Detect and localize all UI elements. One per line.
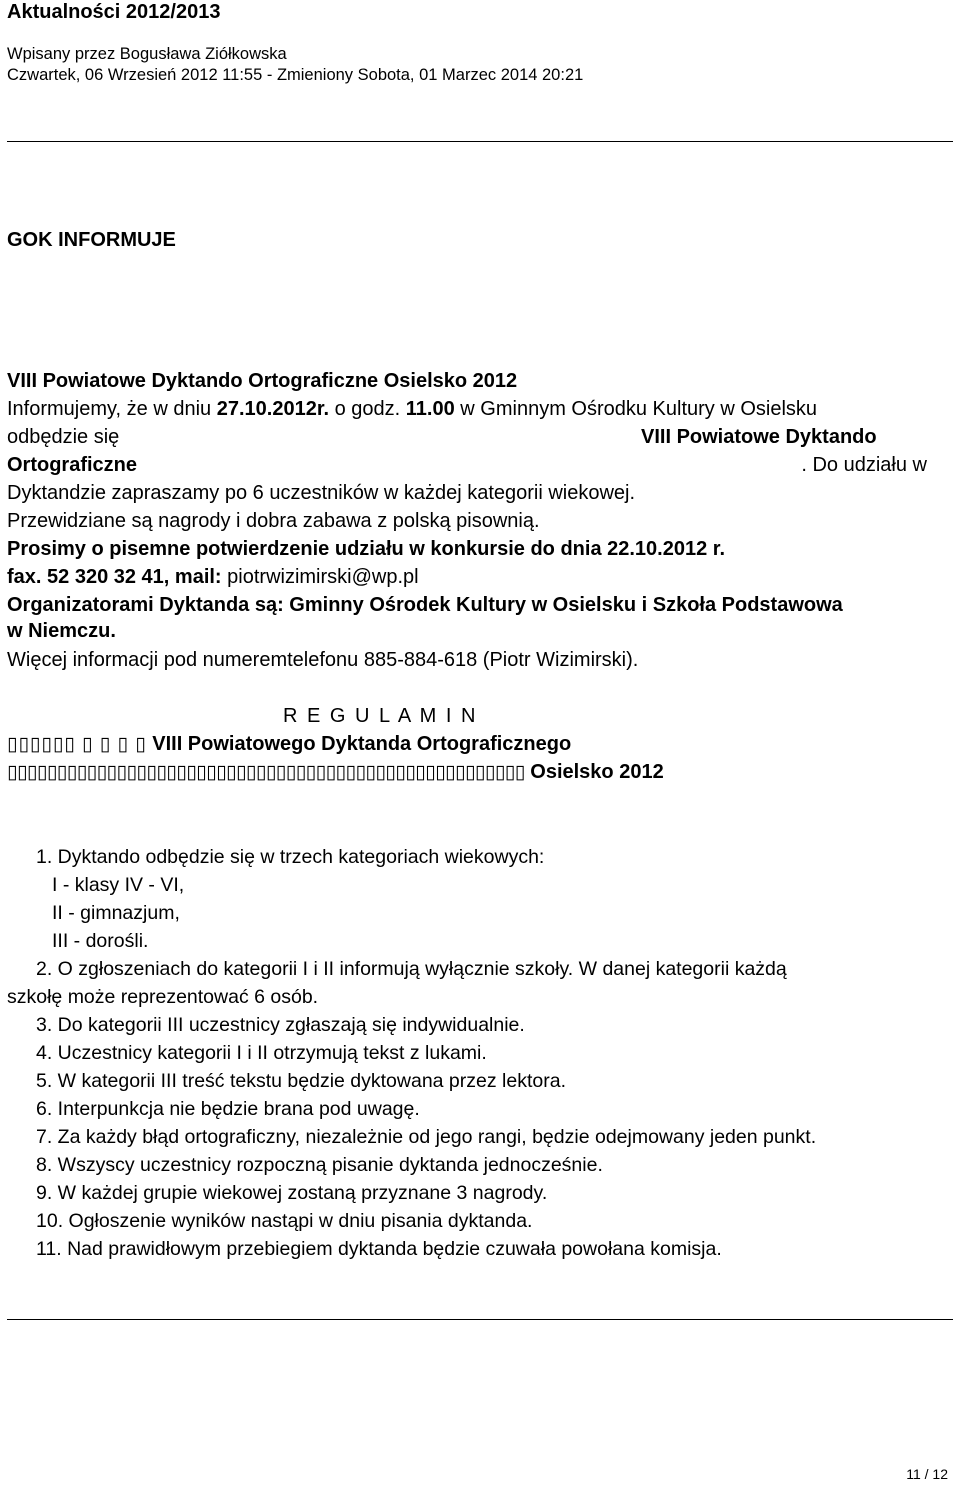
participants-line: Dyktandzie zapraszamy po 6 uczestników w każdej kategorii wiekowej. <box>7 482 636 504</box>
contact-fax: fax. 52 320 32 41, mail: <box>7 566 228 588</box>
article-heading: GOK INFORMUJE <box>7 229 176 251</box>
rule-item-7: 7. Za każdy błąd ortograficzny, niezależnie od jego rangi, będzie odejmowany jeden punkt. <box>36 1126 817 1148</box>
missing-glyphs: ▯▯▯▯▯▯▯▯▯▯▯▯▯▯▯▯▯▯▯▯▯▯▯▯▯▯▯▯▯▯▯▯▯▯▯▯▯▯▯▯▯▯▯▯▯▯▯▯▯▯▯▯ <box>7 762 525 783</box>
rule-item-3: 3. Do kategorii III uczestnicy zgłaszają się indywidualnie. <box>36 1014 525 1036</box>
intro-text-b: o godz. <box>329 398 406 420</box>
author-line: Wpisany przez Bogusława Ziółkowska <box>7 45 287 63</box>
intro-text-e: . Do udziału w <box>801 454 927 476</box>
rule-item-8: 8. Wszyscy uczestnicy rozpoczną pisanie dyktanda jednocześnie. <box>36 1154 603 1176</box>
prizes-line: Przewidziane są nagrody i dobra zabawa z polską pisownią. <box>7 510 540 532</box>
footer-divider <box>7 1319 953 1320</box>
intro-line-1 <box>7 397 817 422</box>
category-1: I - klasy IV - VI, <box>52 874 185 896</box>
page-title: Aktualności 2012/2013 <box>7 1 221 23</box>
header-divider <box>7 141 953 142</box>
category-2: II - gimnazjum, <box>52 902 180 924</box>
rule-item-5: 5. W kategorii III treść tekstu będzie dyktowana przez lektora. <box>36 1070 566 1092</box>
regulamin-subtitle-2 <box>7 760 664 785</box>
rule-item-4: 4. Uczestnicy kategorii I i II otrzymują tekst z lukami. <box>36 1042 487 1064</box>
page-number: 11 / 12 <box>906 1466 948 1482</box>
confirm-line: Prosimy o pisemne potwierdzenie udziału w konkursie do dnia 22.10.2012 r. <box>7 538 726 560</box>
regulamin-subtitle-1 <box>7 732 571 757</box>
intro-time: 11.00 <box>405 398 455 420</box>
rule-item-2: 2. O zgłoszeniach do kategorii I i II informują wyłącznie szkoły. W danej kategorii każdą <box>36 958 787 980</box>
event-title: VIII Powiatowe Dyktando Ortograficzne Osielsko 2012 <box>7 370 518 392</box>
intro-event-name-2: Ortograficzne <box>7 454 138 476</box>
organizers-line-2: w Niemczu. <box>7 620 116 642</box>
rule-item-11: 11. Nad prawidłowym przebiegiem dyktanda będzie czuwała powołana komisja. <box>36 1238 722 1260</box>
intro-event-name-1: VIII Powiatowe Dyktando <box>641 426 877 448</box>
contact-email[interactable]: piotrwizimirski@wp.pl <box>227 566 419 588</box>
organizers-line: Organizatorami Dyktanda są: Gminny Ośrodek Kultury w Osielsku i Szkoła Podstawowa <box>7 594 843 616</box>
missing-glyphs: ▯▯▯▯▯▯ ▯ ▯ ▯ ▯ <box>7 734 147 755</box>
rule-item-2-cont: szkołę może reprezentować 6 osób. <box>7 986 319 1008</box>
category-3: III - dorośli. <box>52 930 149 952</box>
contact-line <box>7 565 419 590</box>
regulamin-title: R E G U L A M I N <box>283 705 478 727</box>
intro-text-c: w Gminnym Ośrodku Kultury w Osielsku <box>454 398 818 420</box>
more-info-line: Więcej informacji pod numeremtelefonu 885-884-618 (Piotr Wizimirski). <box>7 649 639 671</box>
date-line: Czwartek, 06 Wrzesień 2012 11:55 - Zmieniony Sobota, 01 Marzec 2014 20:21 <box>7 66 584 84</box>
intro-date: 27.10.2012r. <box>216 398 330 420</box>
rule-item-9: 9. W każdej grupie wiekowej zostaną przyznane 3 nagrody. <box>36 1182 548 1204</box>
intro-text-a: Informujemy, że w dniu <box>7 398 217 420</box>
regulamin-subtitle-text-2: Osielsko 2012 <box>530 761 664 783</box>
regulamin-subtitle-text-1: VIII Powiatowego Dyktanda Ortograficznego <box>152 733 572 755</box>
rule-item-6: 6. Interpunkcja nie będzie brana pod uwagę. <box>36 1098 420 1120</box>
rule-item-1: 1. Dyktando odbędzie się w trzech kategoriach wiekowych: <box>36 846 545 868</box>
rule-item-10: 10. Ogłoszenie wyników nastąpi w dniu pisania dyktanda. <box>36 1210 533 1232</box>
intro-text-d: odbędzie się <box>7 426 120 448</box>
